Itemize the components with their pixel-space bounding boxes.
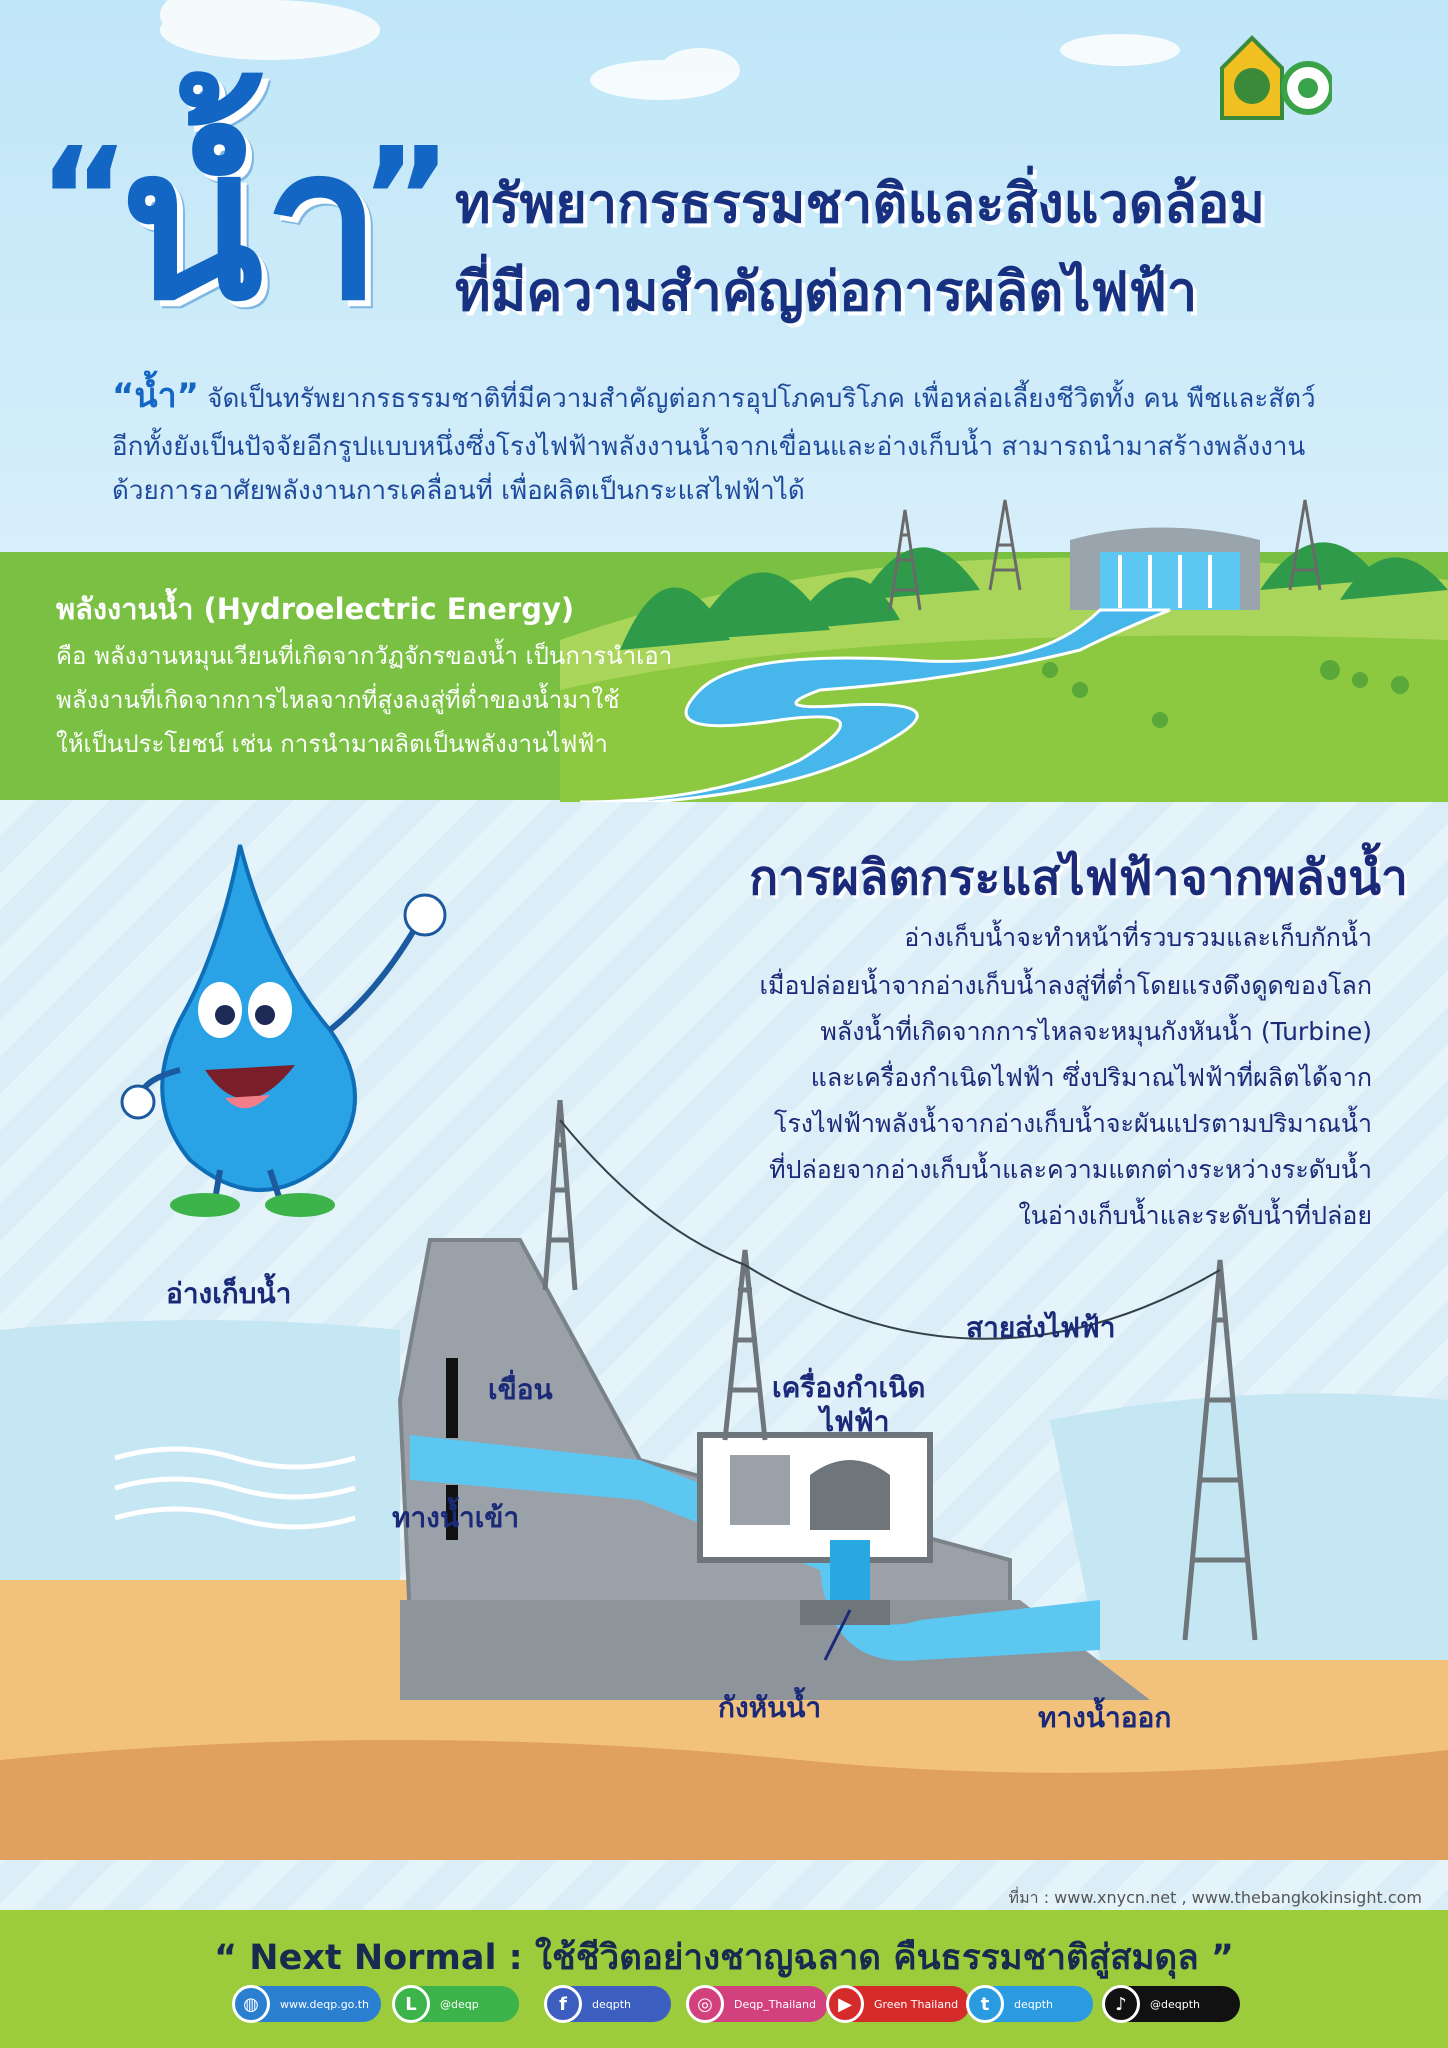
social-line-text: @deqp — [440, 1997, 479, 2011]
hydro-line-2: พลังงานที่เกิดจากการไหลจากที่สูงลงสู่ที่ต่ำของน้ำมาใช้ — [56, 686, 620, 714]
hydro-line-3: ให้เป็นประโยชน์ เช่น การนำมาผลิตเป็นพลังงานไฟฟ้า — [56, 730, 608, 758]
ministry-seal-icon — [1222, 38, 1282, 118]
social-youtube-text: Green Thailand — [874, 1997, 959, 2011]
instagram-icon: ◎ — [686, 1985, 724, 2023]
label-generator-2: ไฟฟ้า — [820, 1405, 890, 1438]
label-dam: เขื่อน — [488, 1373, 553, 1406]
section-line-2: เมื่อปล่อยน้ำจากอ่างเก็บน้ำลงสู่ที่ต่ำโดยแรงดึงดูดของโลก — [759, 971, 1372, 1000]
headline-line-2: ที่มีความสำคัญต่อการผลิตไฟฟ้า — [455, 260, 1198, 323]
intro-lead: “น้ำ” — [112, 376, 200, 416]
social-facebook[interactable] — [548, 1986, 671, 2022]
intro-line-1-text: จัดเป็นทรัพยากรธรรมชาติที่มีความสำคัญต่อการอุปโภคบริโภค เพื่อหล่อเลี้ยงชีวิตทั้ง คน พืชและสัตว์ — [199, 384, 1316, 414]
section-title: การผลิตกระแสไฟฟ้าจากพลังน้ำ — [749, 850, 1408, 906]
line-icon: L — [392, 1985, 430, 2023]
label-generator-1: เครื่องกำเนิด — [772, 1371, 926, 1404]
label-outflow: ทางน้ำออก — [1038, 1701, 1172, 1734]
social-tiktok-text: @deqpth — [1150, 1997, 1200, 2011]
label-intake: ทางน้ำเข้า — [392, 1501, 520, 1534]
dam-wall-icon — [1070, 528, 1260, 611]
label-power-line: สายส่งไฟฟ้า — [966, 1311, 1116, 1344]
globe-icon: ◍ — [232, 1985, 270, 2023]
hydro-plant-diagram — [0, 1100, 1448, 1860]
social-twitter[interactable] — [970, 1986, 1093, 2022]
facebook-icon: f — [544, 1985, 582, 2023]
twitter-icon: t — [966, 1985, 1004, 2023]
social-facebook-text: deqpth — [592, 1997, 631, 2011]
tiktok-icon: ♪ — [1102, 1985, 1140, 2023]
section-line-1: อ่างเก็บน้ำจะทำหน้าที่รวบรวมและเก็บกักน้ำ — [904, 923, 1372, 952]
social-instagram-text: Deqp_Thailand — [734, 1997, 816, 2011]
big-word-water: น้ำ — [120, 102, 382, 347]
quote-open: “ — [38, 118, 131, 281]
intro-line-2: อีกทั้งยังเป็นปัจจัยอีกรูปแบบหนึ่งซึ่งโรงไฟฟ้าพลังงานน้ำจากเขื่อนและอ่างเก็บน้ำ สามารถนำมาสร้างพลังงาน — [112, 432, 1306, 462]
label-turbine: กังหันน้ำ — [718, 1691, 822, 1724]
deqp-logo-icon — [1284, 64, 1332, 112]
social-website[interactable] — [236, 1986, 381, 2022]
section-line-3: พลังน้ำที่เกิดจากการไหลจะหมุนกังหันน้ำ (Turbine) — [820, 1017, 1372, 1046]
hydro-line-1: คือ พลังงานหมุนเวียนที่เกิดจากวัฏจักรของน้ำ เป็นการนำเอา — [56, 642, 673, 670]
quote-close: ” — [360, 118, 453, 281]
section-line-4: และเครื่องกำเนิดไฟฟ้า ซึ่งปริมาณไฟฟ้าที่ผลิตได้จาก — [810, 1063, 1372, 1092]
slogan: “ Next Normal : ใช้ชีวิตอย่างชาญฉลาด คืนธรรมชาติสู่สมดุล ” — [214, 1938, 1234, 1978]
hydro-title: พลังงานน้ำ (Hydroelectric Energy) — [56, 592, 575, 626]
power-lines — [560, 1120, 1220, 1339]
social-website-text: www.deqp.go.th — [280, 1997, 369, 2011]
headline-line-1: ทรัพยากรธรรมชาติและสิ่งแวดล้อม — [455, 172, 1265, 235]
label-reservoir: อ่างเก็บน้ำ — [166, 1277, 292, 1310]
dam-landscape-illustration — [560, 490, 1448, 802]
section-line-7: ในอ่างเก็บน้ำและระดับน้ำที่ปล่อย — [1018, 1201, 1372, 1230]
social-line[interactable] — [396, 1986, 519, 2022]
section-line-6: ที่ปล่อยจากอ่างเก็บน้ำและความแตกต่างระหว่างระดับน้ำ — [769, 1155, 1372, 1184]
social-instagram[interactable] — [690, 1986, 828, 2022]
source-credit: ที่มา : www.xnycn.net , www.thebangkokinsight.com — [1008, 1888, 1422, 1907]
section-line-5: โรงไฟฟ้าพลังน้ำจากอ่างเก็บน้ำจะผันแปรตามปริมาณน้ำ — [773, 1109, 1372, 1138]
social-youtube[interactable] — [830, 1986, 970, 2022]
intro-line-3: ด้วยการอาศัยพลังงานการเคลื่อนที่ เพื่อผลิตเป็นกระแสไฟฟ้าได้ — [112, 476, 805, 506]
youtube-icon: ▶ — [826, 1985, 864, 2023]
social-twitter-text: deqpth — [1014, 1997, 1053, 2011]
intro-line-1 — [112, 368, 1316, 422]
social-tiktok[interactable] — [1106, 1986, 1240, 2022]
logos — [1212, 28, 1332, 128]
